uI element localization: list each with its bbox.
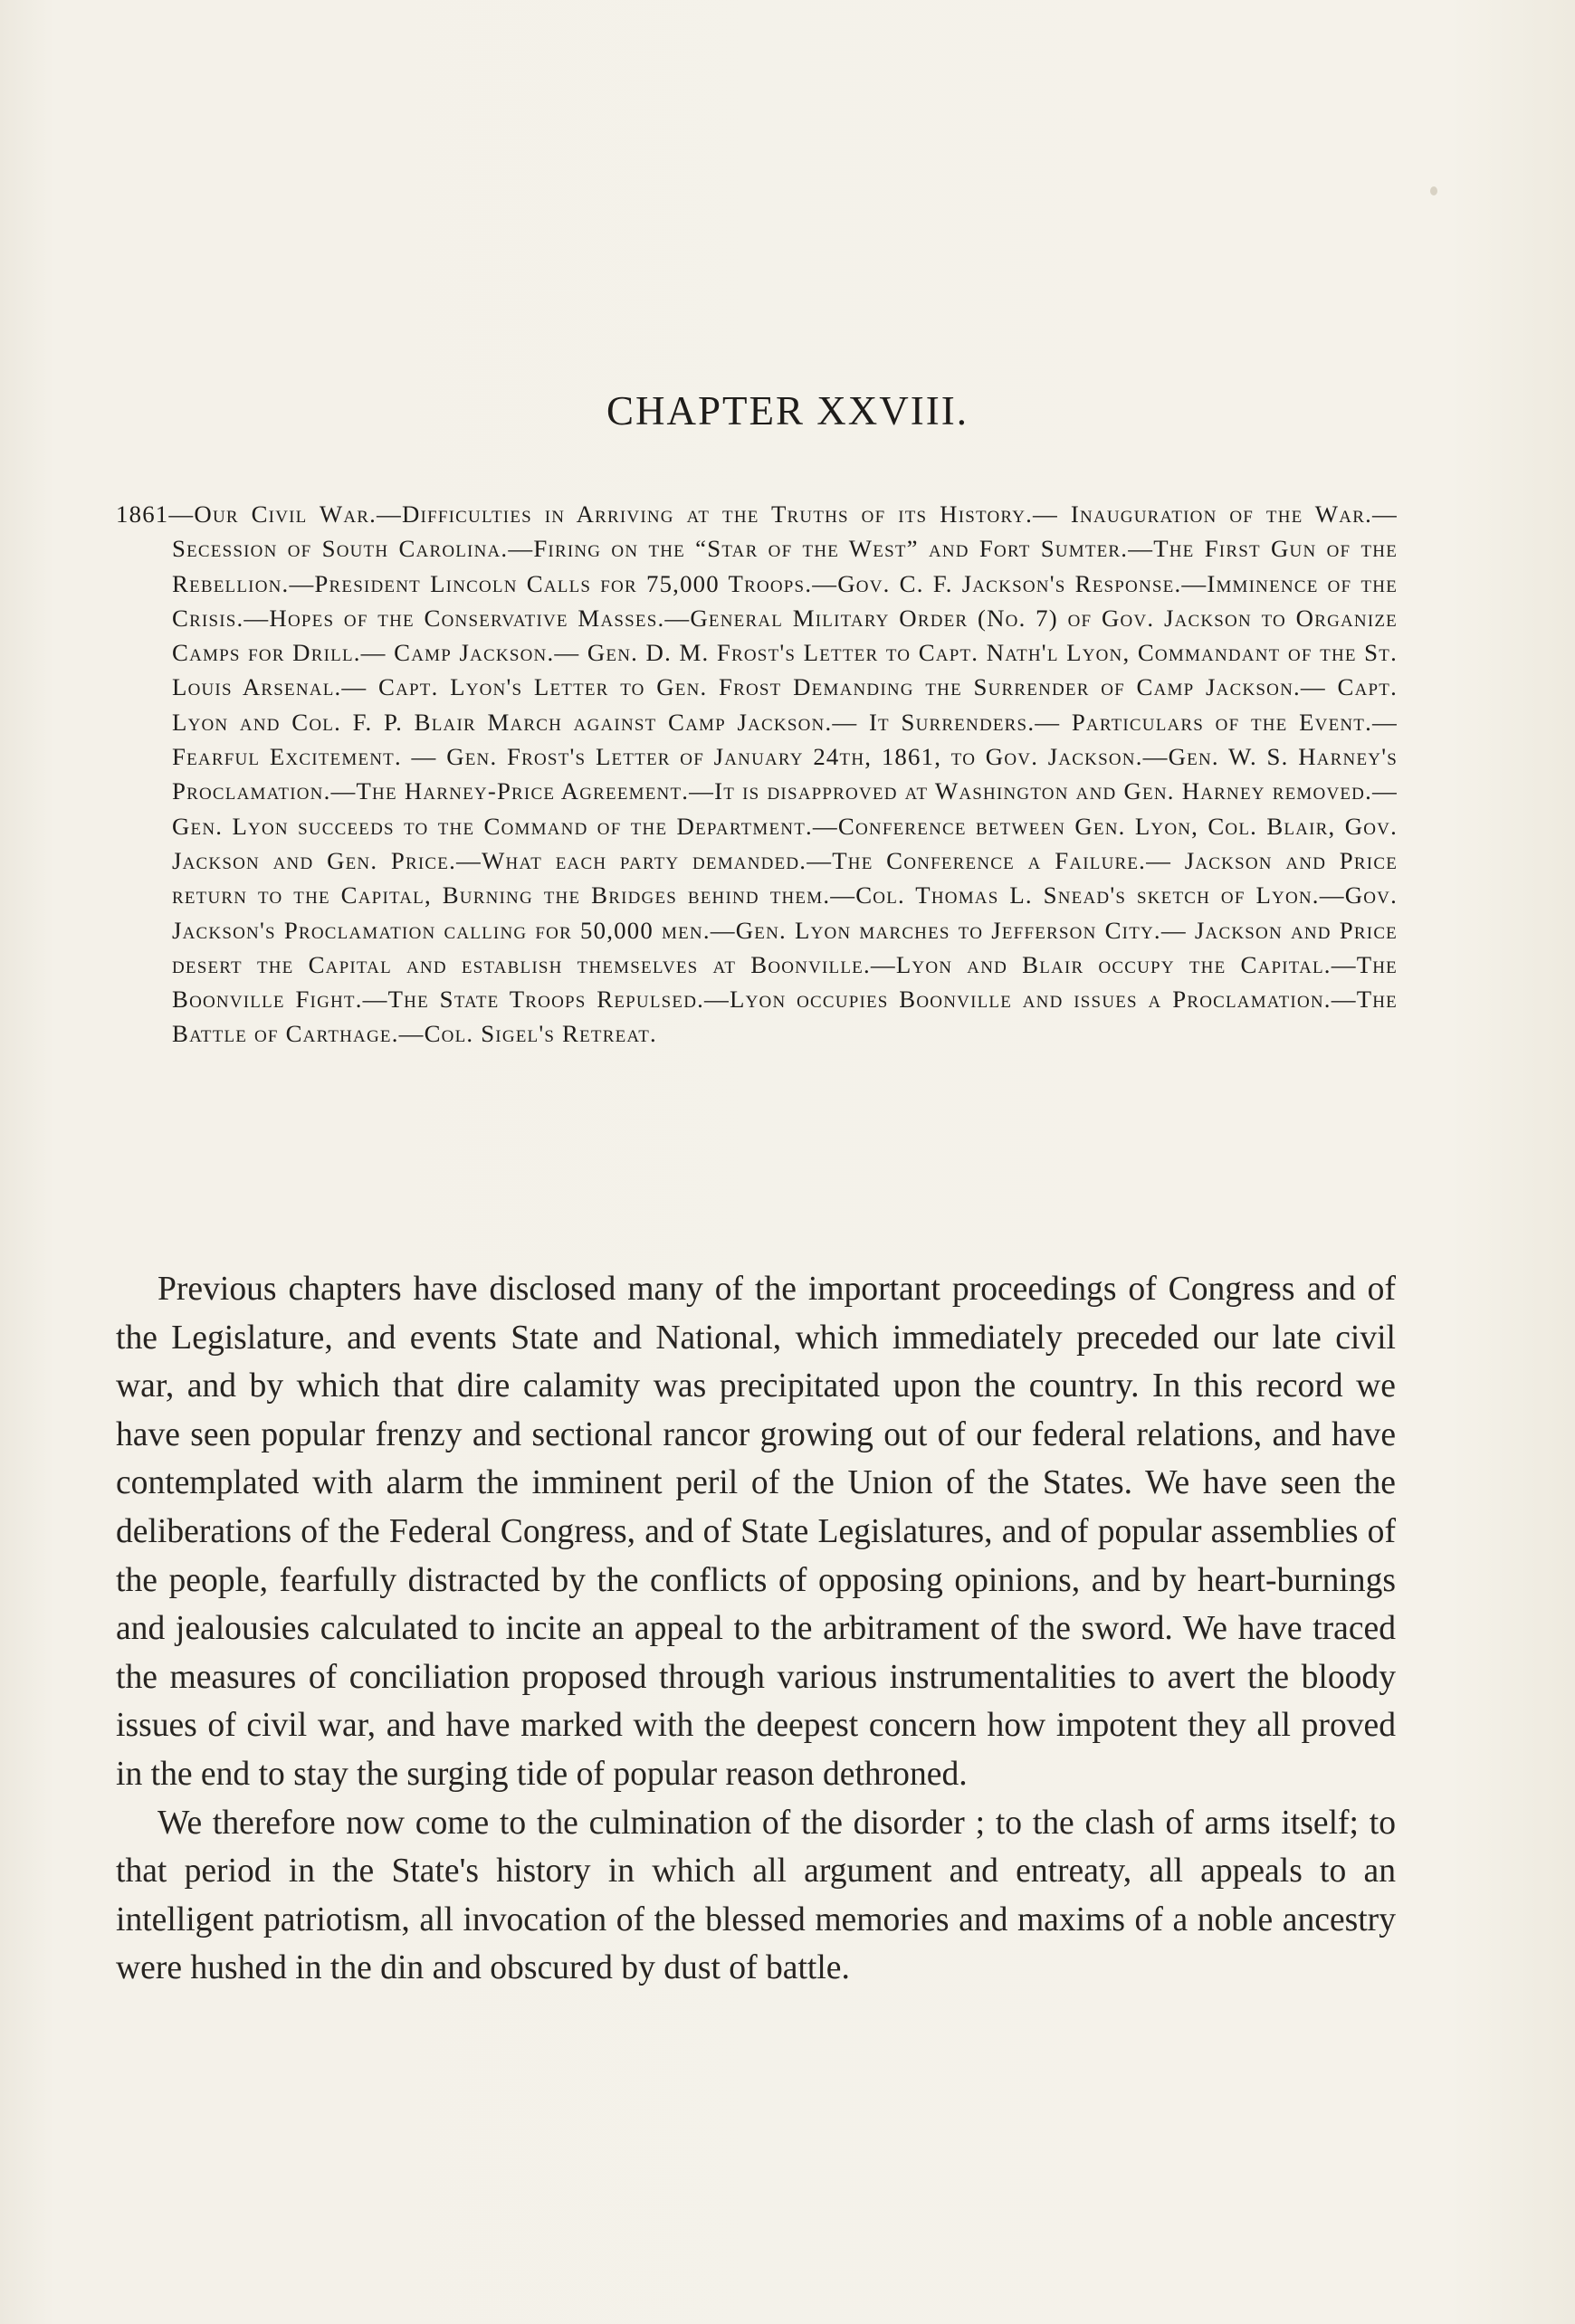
chapter-title: CHAPTER XXVIII.: [606, 388, 969, 433]
body-paragraph: We therefore now come to the culmination of the disorder ; to the clash of arms itself; to that period in the State's history in which all argument and entreaty, all appeals to an intelligent patriotism, all invocation of the blessed memories and maxims of a noble ancestry were hushed in the din and obscured by dust of battle.: [116, 1804, 1396, 1987]
body-paragraph: Previous chapters have disclosed many of the important proceedings of Congress and of the Legislature, and events State and National, which immediately preceded our late civil war, and by which that dire calamity was precipitated upon the country. In this record we have seen popular frenzy and sectional rancor growing out of our federal relations, and have contemplated with alarm the imminent peril of the Union of the States. We have seen the deliberations of the Federal Congress, and of State Legislatures, and of popular assemblies of the people, fearfully distracted by the conflicts of opposing opinions, and by heart-burnings and jealousies calculated to incite an appeal to the arbitrament of the sword. We have traced the measures of conciliation proposed through various instrumentalities to avert the bloody issues of civil war, and have marked with the deepest concern how impotent they all proved in the end to stay the surging tide of popular reason dethroned.: [116, 1271, 1396, 1793]
chapter-body: [116, 1265, 1396, 1993]
paper-blemish: [1430, 186, 1437, 195]
chapter-synopsis: 1861—Our Civil War.—Difficulties in Arriving at the Truths of its History.— Inauguration of the War.—Secession of South Carolina.—Firing on the “Star of the West” and Fort Sumter.—The First Gun of the Rebellion.—President Lincoln Calls for 75,000 Troops.—Gov. C. F. Jackson's Response.—Imminence of the Crisis.—Hopes of the Conservative Masses.—General Military Order (No. 7) of Gov. Jackson to Organize Camps for Drill.— Camp Jackson.— Gen. D. M. Frost's Letter to Capt. Nath'l Lyon, Commandant of the St. Louis Arsenal.— Capt. Lyon's Letter to Gen. Frost Demanding the Surrender of Camp Jackson.— Capt. Lyon and Col. F. P. Blair March against Camp Jackson.— It Surrenders.— Particulars of the Event.— Fearful Excitement. — Gen. Frost's Letter of January 24th, 1861, to Gov. Jackson.—Gen. W. S. Harney's Proclamation.—The Harney-Price Agreement.—It is disapproved at Washington and Gen. Harney removed.—Gen. Lyon succeeds to the Command of the Department.—Conference between Gen. Lyon, Col. Blair, Gov. Jackson and Gen. Price.—What each party demanded.—The Conference a Failure.— Jackson and Price return to the Capital, Burning the Bridges behind them.—Col. Thomas L. Snead's sketch of Lyon.—Gov. Jackson's Proclamation calling for 50,000 men.—Gen. Lyon marches to Jefferson City.— Jackson and Price desert the Capital and establish themselves at Boonville.—Lyon and Blair occupy the Capital.—The Boonville Fight.—The State Troops Repulsed.—Lyon occupies Boonville and issues a Proclamation.—The Battle of Carthage.—Col. Sigel's Retreat.: [116, 500, 1398, 1048]
